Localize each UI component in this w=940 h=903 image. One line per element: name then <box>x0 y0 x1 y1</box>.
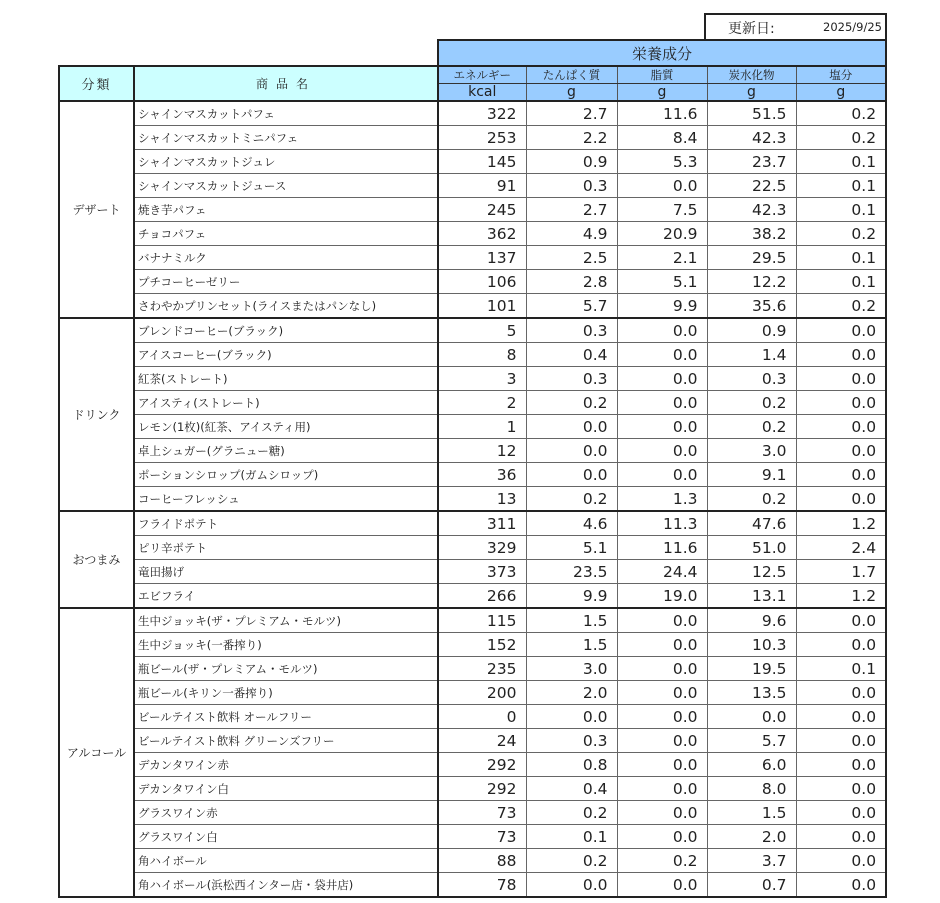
table-row <box>59 681 886 705</box>
carbohydrate-value: 0.0 <box>707 705 796 729</box>
table-row <box>59 343 886 367</box>
salt-value: 0.0 <box>796 777 886 801</box>
category-cell: ドリンク <box>59 318 134 511</box>
table-row <box>59 463 886 487</box>
carbohydrate-value: 22.5 <box>707 174 796 198</box>
table-row <box>59 584 886 609</box>
protein-value: 0.0 <box>526 439 617 463</box>
protein-value: 0.9 <box>526 150 617 174</box>
table-row <box>59 536 886 560</box>
carbohydrate-value: 2.0 <box>707 825 796 849</box>
energy-header: エネルギー <box>438 66 526 84</box>
energy-value: 362 <box>438 222 526 246</box>
product-name-cell: フライドポテト <box>134 511 438 536</box>
fat-value: 9.9 <box>617 294 707 319</box>
carbohydrate-value: 47.6 <box>707 511 796 536</box>
table-row <box>59 270 886 294</box>
table-row <box>59 415 886 439</box>
product-name-cell: 生中ジョッキ(ザ・プレミアム・モルツ) <box>134 608 438 633</box>
protein-value: 0.0 <box>526 705 617 729</box>
carbohydrate-value: 51.0 <box>707 536 796 560</box>
table-row <box>59 294 886 319</box>
product-name-cell: ブレンドコーヒー(ブラック) <box>134 318 438 343</box>
salt-value: 0.0 <box>796 439 886 463</box>
energy-value: 145 <box>438 150 526 174</box>
product-name-cell: 瓶ビール(ザ・プレミアム・モルツ) <box>134 657 438 681</box>
protein-value: 5.7 <box>526 294 617 319</box>
table-row <box>59 873 886 898</box>
fat-value: 2.1 <box>617 246 707 270</box>
protein-value: 0.4 <box>526 777 617 801</box>
salt-value: 0.2 <box>796 222 886 246</box>
table-row <box>59 657 886 681</box>
salt-value: 0.0 <box>796 729 886 753</box>
product-name-cell: コーヒーフレッシュ <box>134 487 438 512</box>
carbohydrate-value: 8.0 <box>707 777 796 801</box>
protein-value: 2.8 <box>526 270 617 294</box>
fat-value: 11.6 <box>617 536 707 560</box>
table-row <box>59 391 886 415</box>
salt-value: 0.1 <box>796 198 886 222</box>
table-row <box>59 198 886 222</box>
carbohydrate-value: 12.5 <box>707 560 796 584</box>
fat-value: 0.0 <box>617 463 707 487</box>
salt-value: 0.0 <box>796 681 886 705</box>
product-name-cell: シャインマスカットパフェ <box>134 101 438 126</box>
protein-value: 0.2 <box>526 391 617 415</box>
fat-value: 19.0 <box>617 584 707 609</box>
protein-value: 0.2 <box>526 849 617 873</box>
fat-value: 0.0 <box>617 633 707 657</box>
table-row <box>59 753 886 777</box>
table-row <box>59 487 886 512</box>
fat-value: 0.0 <box>617 391 707 415</box>
fat-value: 0.0 <box>617 801 707 825</box>
product-name-cell: バナナミルク <box>134 246 438 270</box>
energy-value: 253 <box>438 126 526 150</box>
energy-value: 115 <box>438 608 526 633</box>
salt-value: 0.1 <box>796 150 886 174</box>
product-name-cell: 瓶ビール(キリン一番搾り) <box>134 681 438 705</box>
carbohydrate-value: 0.7 <box>707 873 796 898</box>
carbohydrate-value: 0.2 <box>707 415 796 439</box>
table-row <box>59 246 886 270</box>
category-cell: アルコール <box>59 608 134 897</box>
carbohydrate-value: 42.3 <box>707 126 796 150</box>
energy-value: 5 <box>438 318 526 343</box>
product-name-cell: 竜田揚げ <box>134 560 438 584</box>
fat-value: 0.0 <box>617 729 707 753</box>
table-row <box>59 608 886 633</box>
table-row <box>59 633 886 657</box>
table-row <box>59 318 886 343</box>
protein-value: 2.0 <box>526 681 617 705</box>
fat-value: 5.3 <box>617 150 707 174</box>
energy-value: 200 <box>438 681 526 705</box>
category-header: 分類 <box>59 66 134 101</box>
protein-value: 0.8 <box>526 753 617 777</box>
carbohydrate-value: 0.9 <box>707 318 796 343</box>
fat-value: 5.1 <box>617 270 707 294</box>
fat-value: 0.0 <box>617 174 707 198</box>
energy-value: 329 <box>438 536 526 560</box>
fat-value: 24.4 <box>617 560 707 584</box>
fat-value: 0.2 <box>617 849 707 873</box>
protein-value: 2.5 <box>526 246 617 270</box>
fat-value: 0.0 <box>617 318 707 343</box>
table-row <box>59 439 886 463</box>
product-name-cell: ビールテイスト飲料 グリーンズフリー <box>134 729 438 753</box>
salt-value: 1.2 <box>796 511 886 536</box>
carbohydrate-value: 1.4 <box>707 343 796 367</box>
product-name-cell: アイスコーヒー(ブラック) <box>134 343 438 367</box>
carbohydrate-value: 3.0 <box>707 439 796 463</box>
fat-value: 0.0 <box>617 367 707 391</box>
update-date-box <box>704 13 887 39</box>
carbohydrate-value: 19.5 <box>707 657 796 681</box>
salt-value: 0.1 <box>796 270 886 294</box>
energy-value: 311 <box>438 511 526 536</box>
product-name-cell: エビフライ <box>134 584 438 609</box>
salt-value: 0.2 <box>796 126 886 150</box>
product-name-cell: プチコーヒーゼリー <box>134 270 438 294</box>
carbohydrate-value: 13.5 <box>707 681 796 705</box>
salt-value: 0.0 <box>796 801 886 825</box>
fat-value: 0.0 <box>617 439 707 463</box>
protein-value: 0.4 <box>526 343 617 367</box>
salt-value: 0.0 <box>796 487 886 512</box>
carbohydrate-value: 6.0 <box>707 753 796 777</box>
salt-value: 0.0 <box>796 367 886 391</box>
fat-header: 脂質 <box>617 66 707 84</box>
fat-value: 0.0 <box>617 608 707 633</box>
table-row <box>59 705 886 729</box>
table-body <box>59 101 886 897</box>
carbohydrate-value: 35.6 <box>707 294 796 319</box>
carbohydrate-value: 9.1 <box>707 463 796 487</box>
fat-value: 0.0 <box>617 657 707 681</box>
energy-value: 373 <box>438 560 526 584</box>
carbohydrate-value: 10.3 <box>707 633 796 657</box>
table-row <box>59 174 886 198</box>
energy-value: 13 <box>438 487 526 512</box>
salt-value: 2.4 <box>796 536 886 560</box>
carbohydrate-value: 42.3 <box>707 198 796 222</box>
energy-value: 78 <box>438 873 526 898</box>
product-name-cell: シャインマスカットジュレ <box>134 150 438 174</box>
salt-value: 0.0 <box>796 343 886 367</box>
energy-unit: kcal <box>438 84 526 102</box>
category-cell: デザート <box>59 101 134 318</box>
carbohydrate-value: 23.7 <box>707 150 796 174</box>
category-cell: おつまみ <box>59 511 134 608</box>
product-name-cell: デカンタワイン赤 <box>134 753 438 777</box>
fat-value: 0.0 <box>617 753 707 777</box>
table-row <box>59 777 886 801</box>
energy-value: 73 <box>438 825 526 849</box>
salt-value: 0.0 <box>796 873 886 898</box>
product-name-cell: 生中ジョッキ(一番搾り) <box>134 633 438 657</box>
product-name-cell: ピリ辛ポテト <box>134 536 438 560</box>
energy-value: 101 <box>438 294 526 319</box>
table-row <box>59 222 886 246</box>
carbohydrate-value: 3.7 <box>707 849 796 873</box>
carbohydrate-unit: g <box>707 84 796 102</box>
product-name-cell: グラスワイン白 <box>134 825 438 849</box>
product-name-cell: さわやかプリンセット(ライスまたはパンなし) <box>134 294 438 319</box>
fat-value: 0.0 <box>617 825 707 849</box>
fat-value: 7.5 <box>617 198 707 222</box>
salt-value: 0.0 <box>796 318 886 343</box>
protein-value: 0.1 <box>526 825 617 849</box>
salt-header: 塩分 <box>796 66 886 84</box>
product-name-cell: ポーションシロップ(ガムシロップ) <box>134 463 438 487</box>
protein-value: 5.1 <box>526 536 617 560</box>
energy-value: 88 <box>438 849 526 873</box>
header-blank <box>59 40 438 66</box>
table-row <box>59 511 886 536</box>
salt-unit: g <box>796 84 886 102</box>
energy-value: 3 <box>438 367 526 391</box>
protein-value: 23.5 <box>526 560 617 584</box>
energy-value: 137 <box>438 246 526 270</box>
salt-value: 0.0 <box>796 825 886 849</box>
carbohydrate-value: 0.3 <box>707 367 796 391</box>
update-date-value: 2025/9/25 <box>823 20 882 34</box>
product-name-cell: 紅茶(ストレート) <box>134 367 438 391</box>
protein-value: 1.5 <box>526 633 617 657</box>
fat-value: 0.0 <box>617 681 707 705</box>
salt-value: 0.2 <box>796 101 886 126</box>
table-row <box>59 825 886 849</box>
salt-value: 0.0 <box>796 608 886 633</box>
salt-value: 1.2 <box>796 584 886 609</box>
energy-value: 24 <box>438 729 526 753</box>
product-name-cell: 焼き芋パフェ <box>134 198 438 222</box>
carbohydrate-header: 炭水化物 <box>707 66 796 84</box>
salt-value: 0.0 <box>796 415 886 439</box>
salt-value: 0.2 <box>796 294 886 319</box>
protein-value: 1.5 <box>526 608 617 633</box>
product-name-cell: 角ハイボール <box>134 849 438 873</box>
energy-value: 8 <box>438 343 526 367</box>
product-name-cell: デカンタワイン白 <box>134 777 438 801</box>
energy-value: 245 <box>438 198 526 222</box>
energy-value: 266 <box>438 584 526 609</box>
carbohydrate-value: 0.2 <box>707 391 796 415</box>
fat-value: 0.0 <box>617 415 707 439</box>
energy-value: 1 <box>438 415 526 439</box>
energy-value: 73 <box>438 801 526 825</box>
energy-value: 235 <box>438 657 526 681</box>
product-name-cell: ビールテイスト飲料 オールフリー <box>134 705 438 729</box>
protein-value: 9.9 <box>526 584 617 609</box>
salt-value: 0.0 <box>796 633 886 657</box>
energy-value: 322 <box>438 101 526 126</box>
fat-value: 0.0 <box>617 705 707 729</box>
product-name-cell: シャインマスカットミニパフェ <box>134 126 438 150</box>
protein-unit: g <box>526 84 617 102</box>
product-name-cell: 卓上シュガー(グラニュー糖) <box>134 439 438 463</box>
carbohydrate-value: 29.5 <box>707 246 796 270</box>
protein-value: 0.2 <box>526 801 617 825</box>
protein-value: 0.3 <box>526 367 617 391</box>
table-row <box>59 126 886 150</box>
carbohydrate-value: 5.7 <box>707 729 796 753</box>
protein-value: 4.9 <box>526 222 617 246</box>
energy-value: 152 <box>438 633 526 657</box>
energy-value: 12 <box>438 439 526 463</box>
nutrition-table <box>58 39 887 898</box>
carbohydrate-value: 9.6 <box>707 608 796 633</box>
table-row <box>59 849 886 873</box>
fat-value: 11.3 <box>617 511 707 536</box>
carbohydrate-value: 0.2 <box>707 487 796 512</box>
table-row <box>59 101 886 126</box>
protein-value: 2.2 <box>526 126 617 150</box>
fat-unit: g <box>617 84 707 102</box>
protein-value: 0.3 <box>526 318 617 343</box>
product-name-cell: グラスワイン赤 <box>134 801 438 825</box>
protein-value: 0.3 <box>526 729 617 753</box>
product-name-cell: アイスティ(ストレート) <box>134 391 438 415</box>
protein-header: たんぱく質 <box>526 66 617 84</box>
table-row <box>59 560 886 584</box>
protein-value: 0.0 <box>526 415 617 439</box>
fat-value: 0.0 <box>617 343 707 367</box>
fat-value: 11.6 <box>617 101 707 126</box>
carbohydrate-value: 38.2 <box>707 222 796 246</box>
fat-value: 20.9 <box>617 222 707 246</box>
product-name-cell: シャインマスカットジュース <box>134 174 438 198</box>
salt-value: 0.0 <box>796 849 886 873</box>
salt-value: 0.0 <box>796 705 886 729</box>
salt-value: 0.0 <box>796 753 886 777</box>
protein-value: 0.0 <box>526 463 617 487</box>
product-name-header: 商品名 <box>134 66 438 101</box>
energy-value: 91 <box>438 174 526 198</box>
product-name-cell: レモン(1枚)(紅茶、アイスティ用) <box>134 415 438 439</box>
carbohydrate-value: 12.2 <box>707 270 796 294</box>
protein-value: 0.3 <box>526 174 617 198</box>
salt-value: 1.7 <box>796 560 886 584</box>
salt-value: 0.1 <box>796 174 886 198</box>
table-row <box>59 367 886 391</box>
product-name-cell: 角ハイボール(浜松西インター店・袋井店) <box>134 873 438 898</box>
carbohydrate-value: 51.5 <box>707 101 796 126</box>
carbohydrate-value: 13.1 <box>707 584 796 609</box>
energy-value: 292 <box>438 753 526 777</box>
nutrition-header: 栄養成分 <box>438 40 886 66</box>
fat-value: 1.3 <box>617 487 707 512</box>
protein-value: 3.0 <box>526 657 617 681</box>
fat-value: 8.4 <box>617 126 707 150</box>
table-row <box>59 801 886 825</box>
energy-value: 106 <box>438 270 526 294</box>
protein-value: 2.7 <box>526 101 617 126</box>
product-name-cell: チョコパフェ <box>134 222 438 246</box>
table-row <box>59 729 886 753</box>
protein-value: 2.7 <box>526 198 617 222</box>
salt-value: 0.1 <box>796 246 886 270</box>
carbohydrate-value: 1.5 <box>707 801 796 825</box>
table-row <box>59 150 886 174</box>
energy-value: 36 <box>438 463 526 487</box>
update-date-label: 更新日: <box>728 21 775 37</box>
protein-value: 0.2 <box>526 487 617 512</box>
fat-value: 0.0 <box>617 873 707 898</box>
fat-value: 0.0 <box>617 777 707 801</box>
salt-value: 0.0 <box>796 463 886 487</box>
energy-value: 292 <box>438 777 526 801</box>
salt-value: 0.1 <box>796 657 886 681</box>
protein-value: 4.6 <box>526 511 617 536</box>
energy-value: 2 <box>438 391 526 415</box>
energy-value: 0 <box>438 705 526 729</box>
salt-value: 0.0 <box>796 391 886 415</box>
protein-value: 0.0 <box>526 873 617 898</box>
